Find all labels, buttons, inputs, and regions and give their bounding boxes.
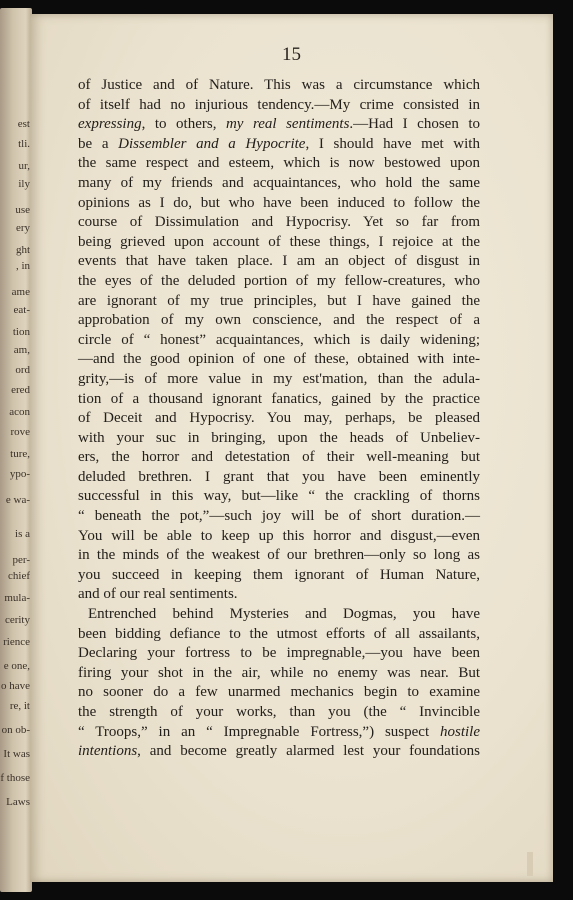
left-page-fragment: acon [9,406,30,418]
left-page-fragment: rience [3,636,30,648]
text-line: You will be able to keep up this horror and disgust,—even [78,527,480,544]
text-line: successful in this way, but—like “ the crackling of thorns [78,488,480,505]
text-line: —and the good opinion of one of these, obtained with inte- [78,351,480,368]
text-line [78,135,480,155]
left-page-fragment: ord [15,364,30,376]
left-page-fragment: ery [15,222,30,234]
body-text [78,76,480,762]
text-run: , to others, [141,116,226,133]
text-run: be a [78,135,119,152]
left-page-fragment: , in [15,260,30,272]
text-line: ers, the horror and detestation of their well-meaning but [78,449,480,466]
left-page-fragment: rove [10,426,30,438]
left-page-fragment: mula- [4,592,30,604]
text-line: the same respect and esteem, which is now bestowed upon [78,155,480,172]
left-page-fragment: ture, [10,448,30,460]
left-page-fragment: ame [11,286,30,298]
text-line: of Justice and of Nature. This was a circumstance which [78,77,480,93]
left-page-fragment: f those [0,772,30,784]
left-page-fragment: eat- [13,304,30,316]
text-line: of itself had no injurious tendency.—My crime consisted in [78,96,480,113]
text-line [78,115,480,135]
left-page-fragment: per- [12,554,30,566]
text-line: firing your shot in the air, while no enemy was near. But [78,664,480,681]
text-line: been bidding defiance to the utmost efforts of all assailants, [78,625,480,642]
left-page-fragment: tli. [18,138,30,150]
text-line: circle of “ honest” acquaintances, which is daily widening; [78,331,480,348]
text-line: grity,—is of more value in my est'mation, than the adula- [78,370,480,387]
left-page-fragment: It was [3,748,30,760]
left-page-fragment: Laws [6,796,30,808]
text-line: and of our real sentiments. [78,586,238,603]
text-line: approbation of my own conscience, and the respect of a [78,312,480,329]
text-line: are ignorant of my true principles, but I have gained the [78,292,480,309]
italic-phrase: intentions [78,743,138,760]
left-page-fragment: o have [0,680,30,692]
left-page-fragment: cerity [4,614,30,626]
page-number: 15 [282,44,301,65]
left-page-fragment: re, it [9,700,30,712]
left-page-fragment: tion [12,326,30,338]
text-run: “ Troops,” in an “ Impregnable Fortress,”) suspect [78,723,440,740]
text-line: opinions as I do, but who have been induced to follow the [78,194,480,211]
left-page-fragment: use [15,204,30,216]
left-page-fragment: e wa- [5,494,30,506]
text-run: , and become greatly alarmed lest your foundations [137,743,480,760]
text-run: , I should have met with [305,135,480,152]
text-line: being grieved upon account of these things, I rejoice at the [78,233,480,250]
text-line: you succeed in keeping them ignorant of Human Nature, [78,566,480,583]
italic-phrase: my real sentiments [225,116,350,133]
text-line: course of Dissimulation and Hypocrisy. Yet so far from [78,214,480,231]
text-line: in the minds of the weakest of our brethren—only so long as [78,547,480,564]
text-line: “ beneath the pot,”—such joy will be of short duration.— [78,508,480,525]
text-line [78,742,480,762]
adjacent-page-edge [0,8,32,892]
text-line: tion of a thousand ignorant fanatics, gained by the practice [78,390,480,407]
text-line: of Deceit and Hypocrisy. You may, perhaps, be pleased [78,410,480,427]
text-line: the eyes of the deluded portion of my fellow-creatures, who [78,272,480,289]
italic-phrase: Dissembler and a Hypocrite [118,135,306,152]
text-line: Entrenched behind Mysteries and Dogmas, you have [88,606,480,623]
left-page-fragment: on ob- [1,724,30,736]
left-page-fragment: am, [13,344,30,356]
text-line: Declaring your fortress to be impregnable,—you have been [78,645,480,662]
book-page [30,14,553,882]
left-page-fragment: ered [11,384,30,396]
page-edge-mark [527,852,533,876]
text-line: deluded brethren. I grant that you have been eminently [78,468,480,485]
text-line: many of my friends and acquaintances, who hold the same [78,174,480,191]
text-line: with your suc in bringing, upon the heads of Unbeliev- [78,429,480,446]
text-line: the strength of your works, than you (the “ Invincible [78,704,480,720]
italic-phrase: hostile [440,723,480,740]
text-run: .—Had I chosen to [349,116,481,133]
left-page-fragment: is a [15,528,30,540]
italic-phrase: expressing [78,116,142,133]
left-page-fragment: chief [8,570,30,582]
text-line: no sooner do a few unarmed mechanics begin to examine [78,684,480,701]
left-page-fragment: est [17,118,30,130]
left-page-fragment: e one, [3,660,30,672]
left-page-fragment: ur, [18,160,30,172]
text-line: events that have taken place. I am an object of disgust in [78,253,480,270]
text-line [78,723,480,743]
left-page-fragment: ypo- [9,468,30,480]
left-page-fragment: ily [18,178,30,190]
left-page-fragment: ght [15,244,30,256]
